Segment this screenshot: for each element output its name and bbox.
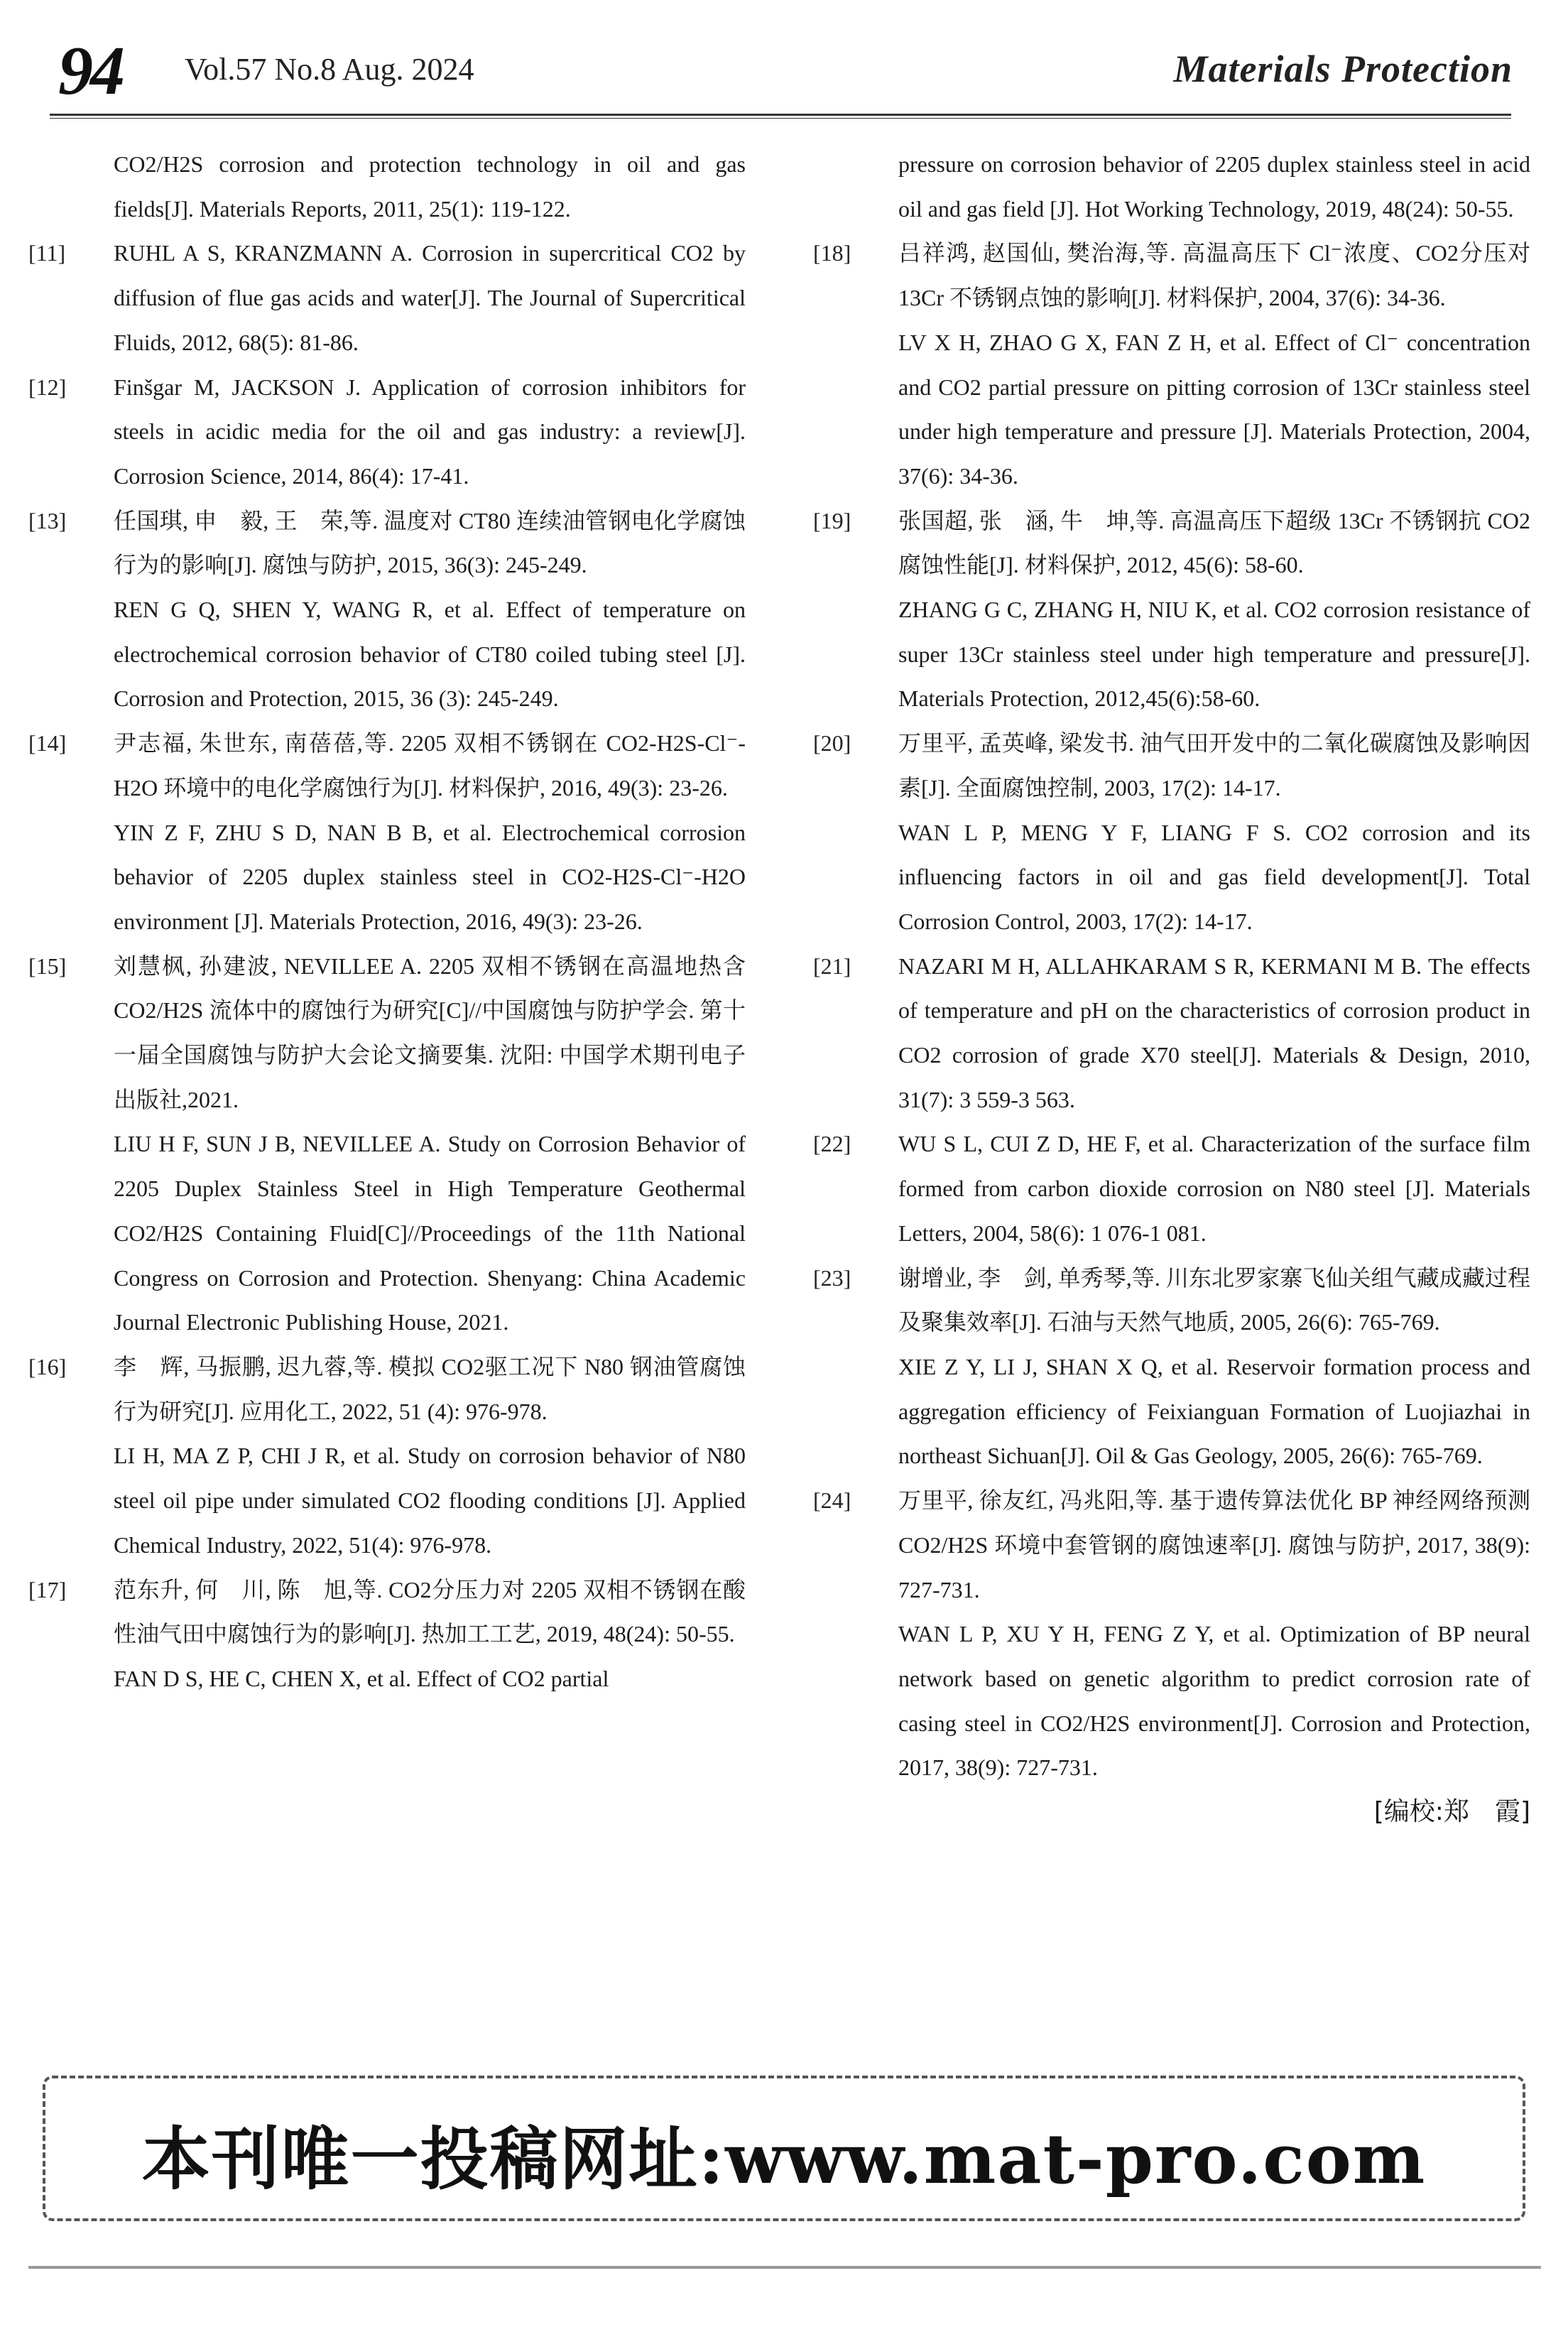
reference-text: Finšgar M, JACKSON J. Application of corrosion inhibitors for steels in acidic media for the oil and gas industry: a review[J]. Corrosion Science, 2014, 86(4): 17-41. [114,374,746,489]
reference-text: 吕祥鸿, 赵国仙, 樊治海,等. 高温高压下 Cl⁻浓度、CO2分压对 13Cr 不锈钢点蚀的影响[J]. 材料保护, 2004, 37(6): 34-36. [898,240,1530,311]
reference-text: pressure on corrosion behavior of 2205 duplex stainless steel in acid oil and gas field [J]. Hot Working Technology, 2019, 48(24): 50-55. [898,151,1530,222]
reference-body [114,365,746,499]
reference-number: [15] [28,953,67,979]
reference-body [898,499,1530,722]
reference-text: 尹志福, 朱世东, 南蓓蓓,等. 2205 双相不锈钢在 CO2-H2S-Cl⁻-H2O 环境中的电化学腐蚀行为[J]. 材料保护, 2016, 49(3): 23-26. [114,730,746,801]
reference-body [898,231,1530,498]
reference-body [114,1568,746,1701]
reference-text: 范东升, 何 川, 陈 旭,等. CO2分压力对 2205 双相不锈钢在酸性油气田中腐蚀行为的影响[J]. 热加工工艺, 2019, 48(24): 50-55. [114,1576,746,1647]
reference-text: 万里平, 徐友红, 冯兆阳,等. 基于遗传算法优化 BP 神经网络预测 CO2/H2S 环境中套管钢的腐蚀速率[J]. 腐蚀与防护, 2017, 38(9): 727-731. [898,1487,1530,1602]
reference-body [114,721,746,944]
reference-text: REN G Q, SHEN Y, WANG R, et al. Effect of temperature on electrochemical corrosion behavior of CT80 coiled tubing steel [J]. Corrosion and Protection, 2015, 36 (3): 245-249. [114,597,746,712]
reference-text: 谢增业, 李 剑, 单秀琴,等. 川东北罗家寨飞仙关组气藏成藏过程及聚集效率[J]. 石油与天然气地质, 2005, 26(6): 765-769. [898,1264,1530,1335]
reference-entry [813,1478,1530,1790]
reference-entry [813,721,1530,944]
reference-number: [13] [28,507,67,533]
reference-body [114,142,746,231]
reference-entry [28,1345,746,1568]
reference-text: CO2/H2S corrosion and protection technology in oil and gas fields[J]. Materials Reports, 2011, 25(1): 119-122. [114,151,746,222]
reference-number: [22] [813,1131,851,1157]
reference-entry [813,499,1530,722]
reference-text: LIU H F, SUN J B, NEVILLEE A. Study on Corrosion Behavior of 2205 Duplex Stainless Steel in High Temperature Geothermal CO2/H2S Containing Fluid[C]//Proceedings of the 11th National Congress on Corrosion and Protection. Shenyang: China Academic Journal Electronic Publishing House, 2021. [114,1131,746,1335]
reference-entry [813,231,1530,498]
editor-note: [编校:郑 霞] [1373,1797,1530,1827]
reference-text: FAN D S, HE C, CHEN X, et al. Effect of CO2 partial [114,1665,609,1691]
reference-text: LI H, MA Z P, CHI J R, et al. Study on corrosion behavior of N80 steel oil pipe under simulated CO2 flooding conditions [J]. Applied Chemical Industry, 2022, 51(4): 976-978. [114,1443,746,1558]
reference-number: [20] [813,730,851,756]
reference-text: LV X H, ZHAO G X, FAN Z H, et al. Effect of Cl⁻ concentration and CO2 partial pressure on pitting corrosion of 13Cr stainless steel under high temperature and pressure [J]. Materials Protection, 2004, 37(6): 34-36. [898,329,1530,489]
reference-number: [16] [28,1353,67,1379]
reference-body [898,1122,1530,1255]
reference-body [114,499,746,722]
reference-column-left [28,142,746,1701]
reference-number: [14] [28,730,67,756]
submission-banner [43,2076,1525,2221]
issue-info: Vol.57 No.8 Aug. 2024 [185,52,474,87]
reference-number: [11] [28,240,66,266]
reference-text: 李 辉, 马振鹏, 迟九蓉,等. 模拟 CO2驱工况下 N80 钢油管腐蚀行为研究[J]. 应用化工, 2022, 51 (4): 976-978. [114,1353,746,1424]
reference-column-right [813,142,1530,1834]
reference-number: [24] [813,1487,851,1514]
reference-number: [17] [28,1576,67,1602]
journal-name: Materials Protection [1173,48,1513,90]
reference-entry [28,365,746,499]
reference-text: RUHL A S, KRANZMANN A. Corrosion in supercritical CO2 by diffusion of flue gas acids and water[J]. The Journal of Supercritical Fluids, 2012, 68(5): 81-86. [114,240,746,355]
reference-entry [813,944,1530,1122]
reference-entry [813,142,1530,231]
reference-entry [28,721,746,944]
reference-entry [28,231,746,364]
reference-number: [19] [813,507,851,533]
reference-body [114,1345,746,1568]
reference-entry [28,1568,746,1701]
reference-body [114,231,746,364]
reference-text: 万里平, 孟英峰, 梁发书. 油气田开发中的二氧化碳腐蚀及影响因素[J]. 全面腐蚀控制, 2003, 17(2): 14-17. [898,730,1530,801]
reference-entry [813,1256,1530,1479]
reference-body [898,721,1530,944]
reference-number [813,142,898,231]
reference-text: WU S L, CUI Z D, HE F, et al. Characterization of the surface film formed from carbon dioxide corrosion on N80 steel [J]. Materials Letters, 2004, 58(6): 1 076-1 081. [898,1131,1530,1246]
reference-body [898,142,1530,231]
reference-body [898,1478,1530,1790]
reference-body [898,944,1530,1122]
reference-number [28,142,114,231]
reference-text: WAN L P, XU Y H, FENG Z Y, et al. Optimization of BP neural network based on genetic algorithm to predict corrosion rate of casing steel in CO2/H2S environment[J]. Corrosion and Protection, 2017, 38(9): 727-731. [898,1621,1530,1781]
footer-rule [28,2266,1541,2269]
reference-text: YIN Z F, ZHU S D, NAN B B, et al. Electrochemical corrosion behavior of 2205 duplex stainless steel in CO2-H2S-Cl⁻-H2O environment [J]. Materials Protection, 2016, 49(3): 23-26. [114,819,746,934]
reference-number: [18] [813,240,851,266]
reference-text: 张国超, 张 涵, 牛 坤,等. 高温高压下超级 13Cr 不锈钢抗 CO2腐蚀性能[J]. 材料保护, 2012, 45(6): 58-60. [898,507,1530,578]
reference-text: 任国琪, 申 毅, 王 荣,等. 温度对 CT80 连续油管钢电化学腐蚀行为的影响[J]. 腐蚀与防护, 2015, 36(3): 245-249. [114,507,746,578]
reference-body [898,1256,1530,1479]
reference-entry [28,142,746,231]
reference-number: [21] [813,953,851,979]
page-number: 94 [58,33,122,109]
reference-body [114,944,746,1345]
reference-text: WAN L P, MENG Y F, LIANG F S. CO2 corrosion and its influencing factors in oil and gas field development[J]. Total Corrosion Control, 2003, 17(2): 14-17. [898,819,1530,934]
reference-text: XIE Z Y, LI J, SHAN X Q, et al. Reservoir formation process and aggregation efficiency of Feixianguan Formation of Luojiazhai in northeast Sichuan[J]. Oil & Gas Geology, 2005, 26(6): 765-769. [898,1353,1530,1469]
header-rule [50,114,1511,119]
reference-text: ZHANG G C, ZHANG H, NIU K, et al. CO2 corrosion resistance of super 13Cr stainless steel under high temperature and pressure[J]. Materials Protection, 2012,45(6):58-60. [898,597,1530,712]
reference-number: [23] [813,1264,851,1291]
submission-url-text: 本刊唯一投稿网址:www.mat-pro.com [141,2119,1427,2199]
reference-text: 刘慧枫, 孙建波, NEVILLEE A. 2205 双相不锈钢在高温地热含 CO2/H2S 流体中的腐蚀行为研究[C]//中国腐蚀与防护学会. 第十一届全国腐蚀与防护大会论文摘要集. 沈阳: 中国学术期刊电子出版社,2021. [114,953,746,1112]
reference-entry [813,1122,1530,1255]
reference-entry [28,944,746,1345]
reference-text: NAZARI M H, ALLAHKARAM S R, KERMANI M B. The effects of temperature and pH on the characteristics of corrosion product in CO2 corrosion of grade X70 steel[J]. Materials & Design, 2010, 31(7): 3 559-3 563. [898,953,1530,1112]
running-header [50,33,1513,109]
reference-entry [28,499,746,722]
reference-number: [12] [28,374,67,400]
